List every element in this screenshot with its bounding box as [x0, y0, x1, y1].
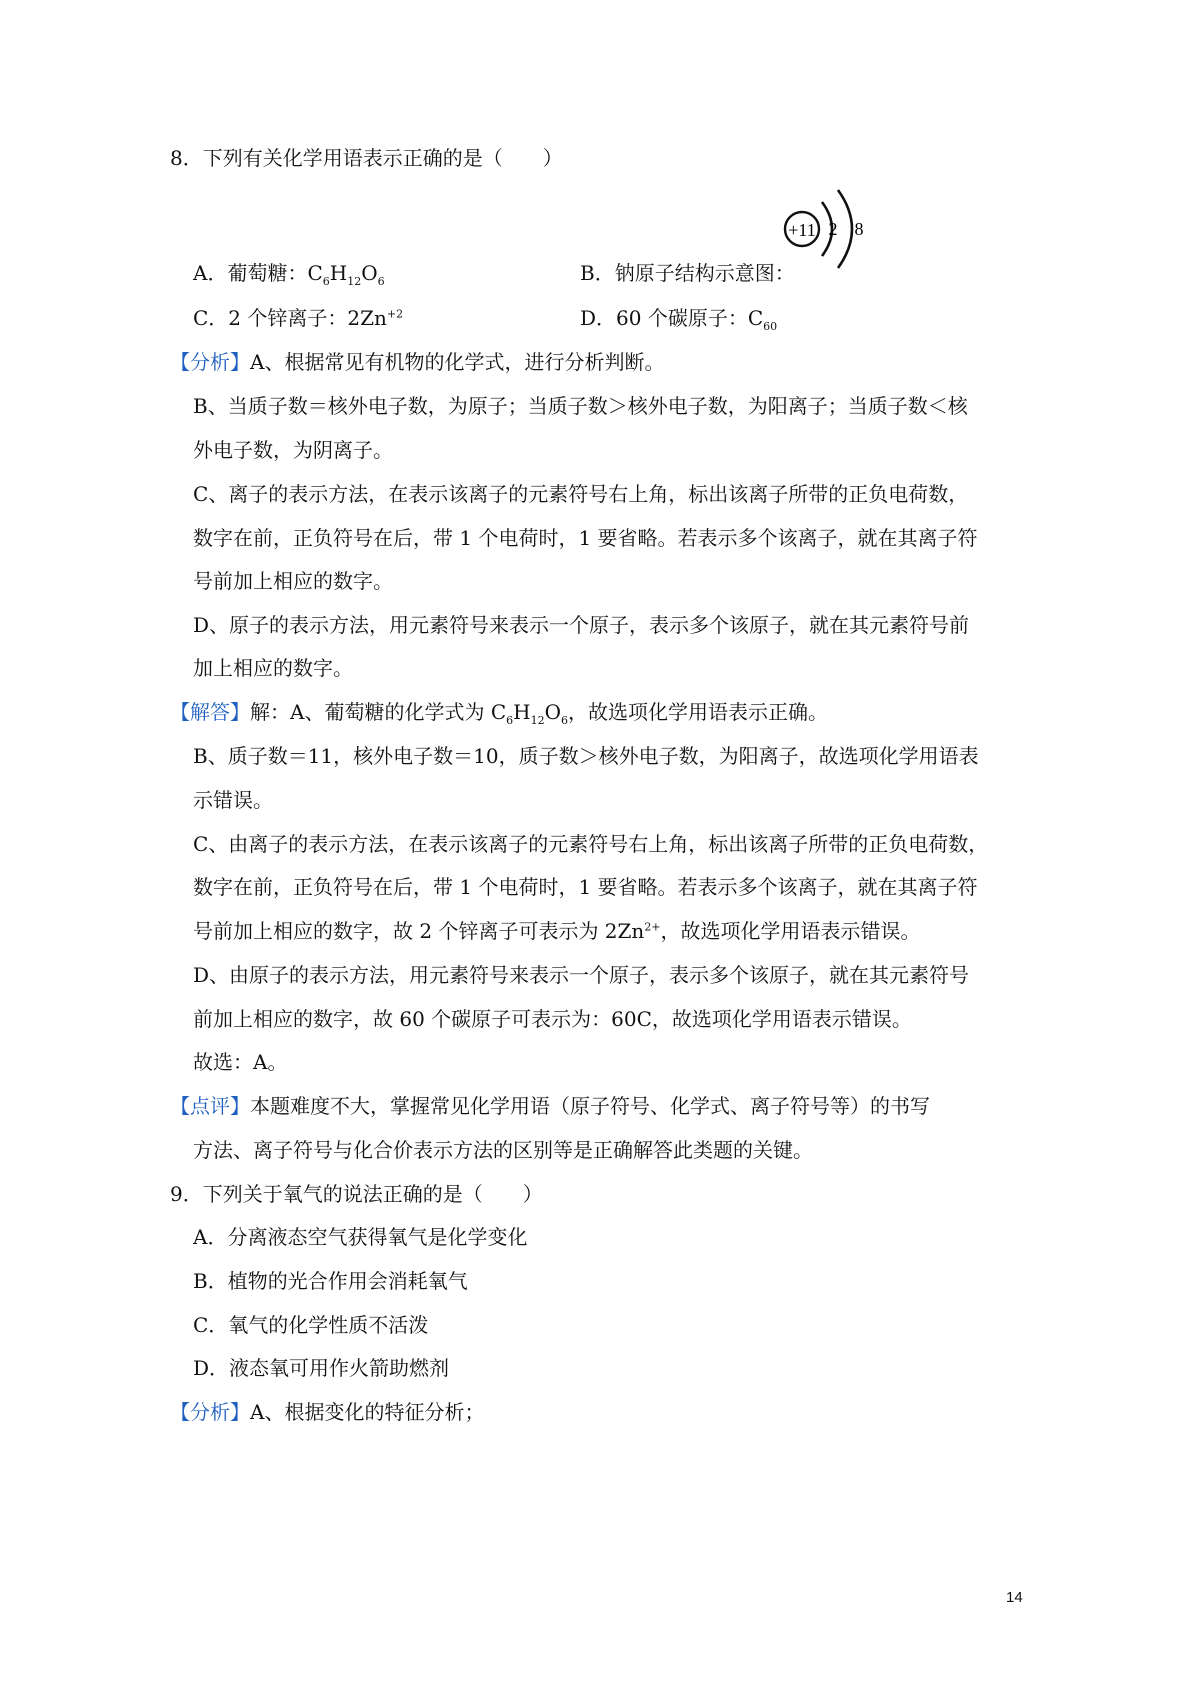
q9-option-a: A．分离液态空气获得氧气是化学变化 — [193, 1225, 528, 1249]
q8-comment-2: 方法、离子符号与化合价表示方法的区别等是正确解答此类题的关键。 — [193, 1138, 813, 1162]
q8-option-d: D．60 个碳原子：$C_{60}$ — [580, 306, 778, 333]
glucose-formula: $C_6H_{12}O_6$ — [307, 261, 385, 288]
q8-answer-b1: B、质子数＝11，核外电子数＝10，质子数＞核外电子数，为阳离子，故选项化学用语表 — [193, 744, 979, 768]
q8-analysis-c1: C、离子的表示方法，在表示该离子的元素符号右上角，标出该离子所带的正负电荷数， — [193, 482, 969, 506]
q8-option-b: B．钠原子结构示意图： — [580, 261, 795, 285]
q8-analysis-d2: 加上相应的数字。 — [193, 656, 353, 680]
q8-choice: 故选：A。 — [193, 1050, 288, 1074]
q8-answer-d1: D、由原子的表示方法，用元素符号来表示一个原子，表示多个该原子，就在其元素符号 — [193, 963, 970, 987]
q8-answer-c3: 号前加上相应的数字，故 2 个锌离子可表示为 $2Zn^{2+}$，故选项化学用语表示错误。 — [193, 919, 921, 943]
q8-answer-b2: 示错误。 — [193, 788, 273, 812]
electron-shell-2 — [838, 190, 852, 268]
q8-option-a: A．葡萄糖：$C_6H_{12}O_6$ — [193, 261, 385, 288]
q8-answer-a: 【解答】解：A、葡萄糖的化学式为 $C_6H_{12}O_6$，故选项化学用语表示正确。 — [170, 700, 828, 727]
q9-option-b: B．植物的光合作用会消耗氧气 — [193, 1269, 468, 1293]
q8-option-c: C．2 个锌离子：$2Zn^{+2}$ — [193, 306, 404, 330]
q8-answer-c1: C、由离子的表示方法，在表示该离子的元素符号右上角，标出该离子所带的正负电荷数， — [193, 832, 989, 856]
nucleus-charge: +11 — [788, 220, 816, 240]
q8-analysis-a: 【分析】A、根据常见有机物的化学式，进行分析判断。 — [170, 350, 665, 374]
q8-answer-d2: 前加上相应的数字，故 60 个碳原子可表示为：60C，故选项化学用语表示错误。 — [193, 1007, 912, 1031]
analysis-tag: 【分析】 — [170, 350, 250, 374]
q9-option-d: D．液态氧可用作火箭助燃剂 — [193, 1356, 450, 1380]
q8-stem: 8．下列有关化学用语表示正确的是（ ） — [170, 146, 563, 170]
q9-option-c: C．氧气的化学性质不活泼 — [193, 1313, 429, 1337]
q9-stem: 9．下列关于氧气的说法正确的是（ ） — [170, 1182, 543, 1206]
q8-analysis-c2: 数字在前，正负符号在后，带 1 个电荷时，1 要省略。若表示多个该离子，就在其离子符 — [193, 526, 978, 550]
analysis-tag: 【分析】 — [170, 1400, 250, 1424]
q8-analysis-d1: D、原子的表示方法，用元素符号来表示一个原子，表示多个该原子，就在其元素符号前 — [193, 613, 970, 637]
sodium-atom-structure-diagram — [780, 178, 870, 278]
shell-1-electrons: 2 — [828, 219, 838, 239]
answer-tag: 【解答】 — [170, 700, 250, 724]
shell-2-electrons: 8 — [854, 219, 864, 239]
q8-answer-c2: 数字在前，正负符号在后，带 1 个电荷时，1 要省略。若表示多个该离子，就在其离子符 — [193, 875, 978, 899]
comment-tag: 【点评】 — [170, 1094, 250, 1118]
glucose-formula-answer: $C_6H_{12}O_6$ — [490, 700, 568, 727]
q8-analysis-b2: 外电子数，为阴离子。 — [193, 438, 393, 462]
page-number: 14 — [1006, 1589, 1023, 1606]
q8-analysis-c3: 号前加上相应的数字。 — [193, 569, 393, 593]
q9-analysis-a: 【分析】A、根据变化的特征分析； — [170, 1400, 485, 1424]
q8-analysis-b1: B、当质子数＝核外电子数，为原子；当质子数＞核外电子数，为阳离子；当质子数＜核 — [193, 394, 968, 418]
q8-comment-1: 【点评】本题难度不大，掌握常见化学用语（原子符号、化学式、离子符号等）的书写 — [170, 1094, 930, 1118]
